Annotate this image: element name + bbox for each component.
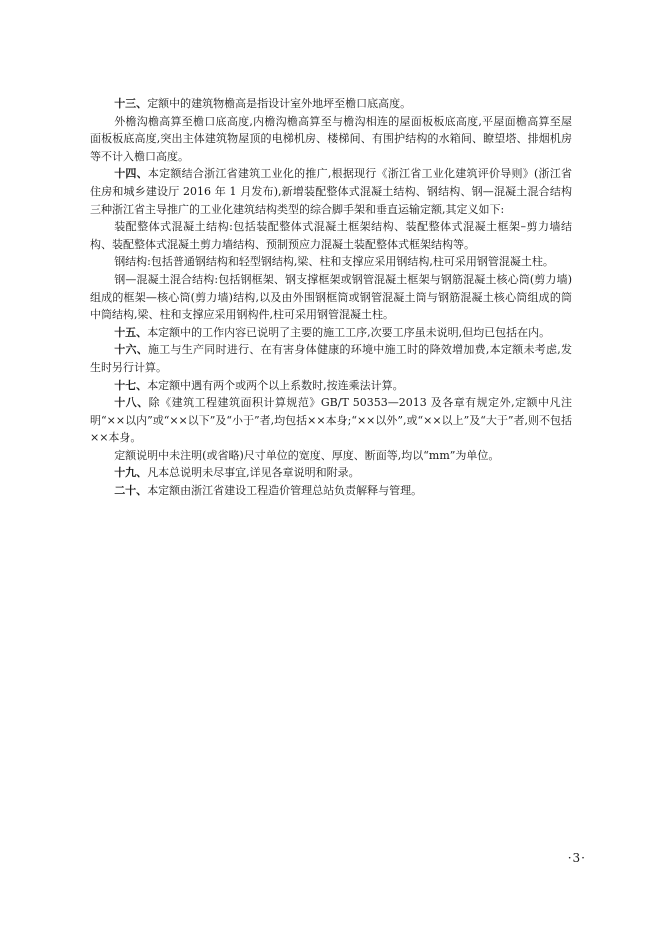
paragraph-hybrid-structure-definition bbox=[90, 271, 572, 324]
paragraph-18 bbox=[90, 394, 572, 447]
paragraph-text: 钢结构:包括普通钢结构和轻型钢结构,梁、柱和支撑应采用钢结构,柱可采用钢管混凝土柱。 bbox=[114, 255, 554, 269]
section-number: 十七、 bbox=[114, 378, 148, 392]
paragraph-steel-structure-definition bbox=[90, 253, 572, 271]
paragraph-text: 本定额结合浙江省建筑工业化的推广,根据现行《浙江省工业化建筑评价导则》(浙江省住房和城乡建设厅 2016 年 1 月发布),新增装配整体式混凝土结构、钢结构、钢—混凝土混合结构三种浙江省主导推广的工业化建筑结构类型的综合脚手架和垂直运输定额,其定义如下: bbox=[90, 167, 572, 216]
paragraph-19 bbox=[90, 464, 572, 482]
section-number: 十六、 bbox=[114, 343, 148, 357]
paragraph-13 bbox=[90, 95, 572, 113]
paragraph-text: 装配整体式混凝土结构:包括装配整体式混凝土框架结构、装配整体式混凝土框架–剪力墙结构、装配整体式混凝土剪力墙结构、预制预应力混凝土装配整体式框架结构等。 bbox=[90, 220, 572, 251]
paragraph-eave-height-detail bbox=[90, 113, 572, 166]
body-text bbox=[90, 95, 572, 500]
section-number: 二十、 bbox=[114, 484, 148, 498]
paragraph-16 bbox=[90, 341, 572, 376]
paragraph-precast-concrete-definition bbox=[90, 218, 572, 253]
section-number: 十五、 bbox=[114, 325, 148, 339]
paragraph-14 bbox=[90, 165, 572, 218]
paragraph-20 bbox=[90, 482, 572, 500]
paragraph-text: 外檐沟檐高算至檐口底高度,内檐沟檐高算至与檐沟相连的屋面板板底高度,平屋面檐高算至屋面板板底高度,突出主体建筑物屋顶的电梯机房、楼梯间、有围护结构的水箱间、瞭望塔、排烟机房等不计入檐口高度。 bbox=[90, 114, 572, 163]
paragraph-text: 施工与生产同时进行、在有害身体健康的环境中施工时的降效增加费,本定额未考虑,发生时另行计算。 bbox=[90, 343, 572, 374]
page-number: ·3· bbox=[567, 851, 586, 865]
paragraph-17 bbox=[90, 377, 572, 395]
paragraph-text: 本定额中的工作内容已说明了主要的施工工序,次要工序虽未说明,但均已包括在内。 bbox=[147, 325, 551, 339]
paragraph-text: 本定额由浙江省建设工程造价管理总站负责解释与管理。 bbox=[147, 484, 423, 498]
paragraph-text: 本定额中遇有两个或两个以上系数时,按连乘法计算。 bbox=[147, 378, 404, 392]
section-number: 十三、 bbox=[114, 97, 148, 110]
paragraph-text: 定额中的建筑物檐高是指设计室外地坪至檐口底高度。 bbox=[147, 97, 412, 110]
paragraph-text: 凡本总说明未尽事宜,详见各章说明和附录。 bbox=[147, 466, 360, 480]
section-number: 十九、 bbox=[114, 466, 148, 480]
paragraph-text: 定额说明中未注明(或省略)尺寸单位的宽度、厚度、断面等,均以“mm”为单位。 bbox=[114, 448, 500, 462]
paragraph-15 bbox=[90, 324, 572, 342]
section-number: 十四、 bbox=[114, 167, 148, 181]
paragraph-text: 除《建筑工程建筑面积计算规范》GB/T 50353—2013 及各章有规定外,定额中凡注明“××以内”或“××以下”及“小于”者,均包括××本身;“××以外”,或“××以上”及“大于”者,则不包括××本身。 bbox=[90, 396, 573, 445]
paragraph-unit-note bbox=[90, 447, 572, 465]
section-number: 十八、 bbox=[114, 396, 149, 410]
paragraph-text: 钢—混凝土混合结构:包括钢框架、钢支撑框架或钢管混凝土框架与钢筋混凝土核心筒(剪力墙)组成的框架—核心筒(剪力墙)结构,以及由外围钢框筒或钢管混凝土筒与钢筋混凝土核心筒组成的筒中筒结构,梁、柱和支撑应采用钢构件,柱可采用钢管混凝土柱。 bbox=[90, 272, 572, 322]
